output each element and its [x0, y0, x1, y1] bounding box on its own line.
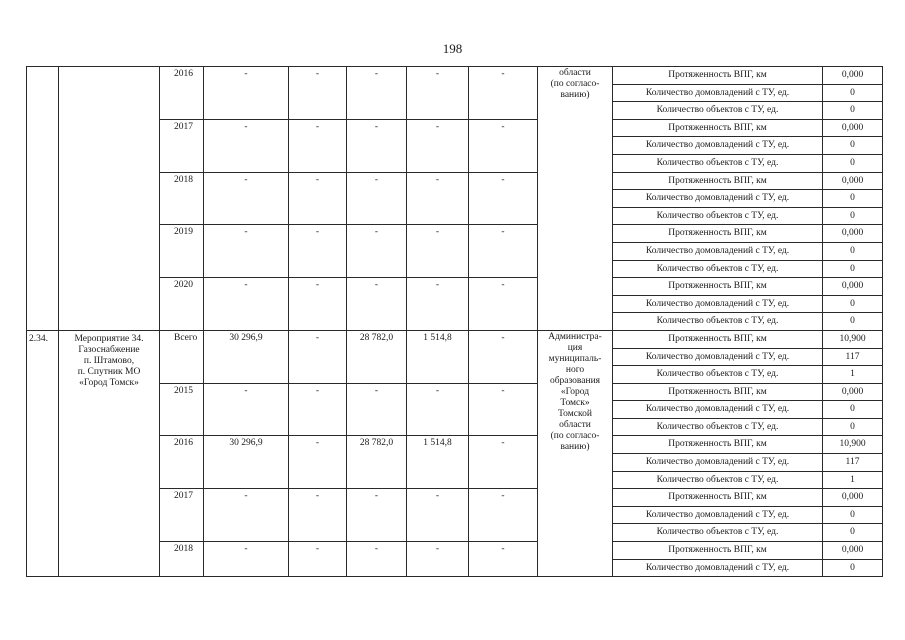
funding-value-cell: - [407, 383, 469, 436]
funding-value-cell: 28 782,0 [347, 330, 407, 383]
indicator-name-cell: Количество домовладений с ТУ, ед. [613, 454, 823, 472]
funding-value-cell: - [469, 489, 538, 542]
year-cell: 2019 [160, 225, 204, 278]
funding-value-cell: - [469, 278, 538, 331]
indicator-value-cell: 117 [823, 454, 883, 472]
indicator-name-cell: Протяженность ВПГ, км [613, 225, 823, 243]
year-cell: 2015 [160, 383, 204, 436]
funding-value-cell: - [289, 67, 347, 120]
funding-value-cell: - [204, 67, 289, 120]
indicator-value-cell: 0 [823, 418, 883, 436]
funding-value-cell: - [204, 278, 289, 331]
funding-value-cell: - [347, 119, 407, 172]
indicator-value-cell: 117 [823, 348, 883, 366]
responsible-org-cell: области (по согласо- ванию) [538, 67, 613, 331]
funding-value-cell: - [407, 225, 469, 278]
indicator-name-cell: Количество объектов с ТУ, ед. [613, 366, 823, 384]
indicator-value-cell: 0 [823, 84, 883, 102]
funding-value-cell: - [469, 383, 538, 436]
indicator-value-cell: 0,000 [823, 542, 883, 560]
indicator-value-cell: 10,900 [823, 436, 883, 454]
funding-value-cell: - [289, 172, 347, 225]
funding-value-cell: - [469, 542, 538, 577]
funding-value-cell: - [407, 542, 469, 577]
year-cell: Всего [160, 330, 204, 383]
indicator-name-cell: Количество домовладений с ТУ, ед. [613, 401, 823, 419]
indicator-name-cell: Количество объектов с ТУ, ед. [613, 207, 823, 225]
indicator-name-cell: Количество домовладений с ТУ, ед. [613, 559, 823, 577]
indicator-name-cell: Протяженность ВПГ, км [613, 278, 823, 296]
item-index-cell: 2.34. [27, 330, 59, 576]
indicator-value-cell: 0 [823, 559, 883, 577]
indicator-value-cell: 0 [823, 295, 883, 313]
funding-value-cell: - [347, 489, 407, 542]
table-row [27, 67, 883, 85]
page-number: 198 [442, 41, 463, 56]
funding-value-cell: 30 296,9 [204, 330, 289, 383]
indicator-value-cell: 0 [823, 154, 883, 172]
indicator-name-cell: Протяженность ВПГ, км [613, 330, 823, 348]
funding-value-cell: 1 514,8 [407, 436, 469, 489]
indicator-name-cell: Количество домовладений с ТУ, ед. [613, 190, 823, 208]
indicator-value-cell: 0 [823, 401, 883, 419]
funding-value-cell: - [347, 278, 407, 331]
indicator-value-cell: 0 [823, 524, 883, 542]
indicator-name-cell: Протяженность ВПГ, км [613, 436, 823, 454]
funding-value-cell: 1 514,8 [407, 330, 469, 383]
funding-value-cell: - [469, 436, 538, 489]
indicator-value-cell: 0 [823, 242, 883, 260]
funding-value-cell: - [204, 383, 289, 436]
year-cell: 2017 [160, 119, 204, 172]
year-cell: 2020 [160, 278, 204, 331]
indicator-name-cell: Количество объектов с ТУ, ед. [613, 418, 823, 436]
responsible-org-cell: Администра- ция муниципаль- ного образования «Город Томск» Томской области (по согласо- ванию) [538, 330, 613, 576]
indicator-name-cell: Количество домовладений с ТУ, ед. [613, 295, 823, 313]
year-cell: 2017 [160, 489, 204, 542]
funding-value-cell: - [407, 67, 469, 120]
year-cell: 2016 [160, 436, 204, 489]
funding-value-cell: - [469, 225, 538, 278]
funding-value-cell: - [289, 383, 347, 436]
indicator-name-cell: Протяженность ВПГ, км [613, 489, 823, 507]
indicator-name-cell: Количество объектов с ТУ, ед. [613, 260, 823, 278]
funding-value-cell: - [407, 278, 469, 331]
funding-value-cell: - [347, 172, 407, 225]
funding-value-cell: 28 782,0 [347, 436, 407, 489]
funding-value-cell: - [469, 330, 538, 383]
funding-value-cell: - [469, 67, 538, 120]
indicator-value-cell: 0 [823, 207, 883, 225]
indicator-name-cell: Количество объектов с ТУ, ед. [613, 102, 823, 120]
indicator-name-cell: Протяженность ВПГ, км [613, 119, 823, 137]
funding-value-cell: - [407, 119, 469, 172]
funding-value-cell: - [289, 489, 347, 542]
funding-value-cell: - [289, 278, 347, 331]
funding-value-cell: 30 296,9 [204, 436, 289, 489]
year-cell: 2018 [160, 542, 204, 577]
funding-value-cell: - [204, 225, 289, 278]
indicator-value-cell: 0 [823, 137, 883, 155]
indicator-value-cell: 0,000 [823, 278, 883, 296]
indicator-value-cell: 0,000 [823, 225, 883, 243]
table-body [27, 67, 883, 577]
indicator-value-cell: 0 [823, 102, 883, 120]
indicator-name-cell: Протяженность ВПГ, км [613, 67, 823, 85]
funding-value-cell: - [469, 119, 538, 172]
funding-value-cell: - [289, 542, 347, 577]
indicator-name-cell: Количество домовладений с ТУ, ед. [613, 348, 823, 366]
funding-value-cell: - [289, 436, 347, 489]
year-cell: 2018 [160, 172, 204, 225]
indicator-value-cell: 0 [823, 190, 883, 208]
funding-value-cell: - [204, 119, 289, 172]
indicator-value-cell: 10,900 [823, 330, 883, 348]
indicator-value-cell: 0 [823, 260, 883, 278]
funding-value-cell: - [407, 489, 469, 542]
funding-value-cell: - [289, 225, 347, 278]
indicator-name-cell: Протяженность ВПГ, км [613, 542, 823, 560]
indicator-value-cell: 0,000 [823, 489, 883, 507]
funding-value-cell: - [289, 330, 347, 383]
funding-value-cell: - [347, 225, 407, 278]
indicator-name-cell: Количество объектов с ТУ, ед. [613, 471, 823, 489]
funding-value-cell: - [204, 542, 289, 577]
indicator-name-cell: Протяженность ВПГ, км [613, 172, 823, 190]
funding-value-cell: - [407, 172, 469, 225]
funding-value-cell: - [347, 383, 407, 436]
funding-value-cell: - [469, 172, 538, 225]
indicator-value-cell: 0,000 [823, 67, 883, 85]
program-table [26, 66, 883, 577]
indicator-value-cell: 1 [823, 471, 883, 489]
event-name-cell: Мероприятие 34. Газоснабжение п. Штамово, п. Спутник МО «Город Томск» [59, 330, 160, 576]
event-name-cell [59, 67, 160, 331]
funding-value-cell: - [347, 67, 407, 120]
indicator-name-cell: Количество объектов с ТУ, ед. [613, 313, 823, 331]
indicator-value-cell: 0,000 [823, 119, 883, 137]
table-row [27, 330, 883, 348]
item-index-cell [27, 67, 59, 331]
funding-value-cell: - [347, 542, 407, 577]
indicator-value-cell: 0 [823, 506, 883, 524]
funding-value-cell: - [204, 489, 289, 542]
indicator-name-cell: Количество объектов с ТУ, ед. [613, 524, 823, 542]
funding-value-cell: - [289, 119, 347, 172]
indicator-value-cell: 0 [823, 313, 883, 331]
indicator-name-cell: Количество домовладений с ТУ, ед. [613, 137, 823, 155]
indicator-value-cell: 0,000 [823, 172, 883, 190]
indicator-value-cell: 0,000 [823, 383, 883, 401]
indicator-name-cell: Количество объектов с ТУ, ед. [613, 154, 823, 172]
indicator-name-cell: Количество домовладений с ТУ, ед. [613, 242, 823, 260]
indicator-name-cell: Протяженность ВПГ, км [613, 383, 823, 401]
year-cell: 2016 [160, 67, 204, 120]
indicator-name-cell: Количество домовладений с ТУ, ед. [613, 506, 823, 524]
indicator-name-cell: Количество домовладений с ТУ, ед. [613, 84, 823, 102]
funding-value-cell: - [204, 172, 289, 225]
indicator-value-cell: 1 [823, 366, 883, 384]
